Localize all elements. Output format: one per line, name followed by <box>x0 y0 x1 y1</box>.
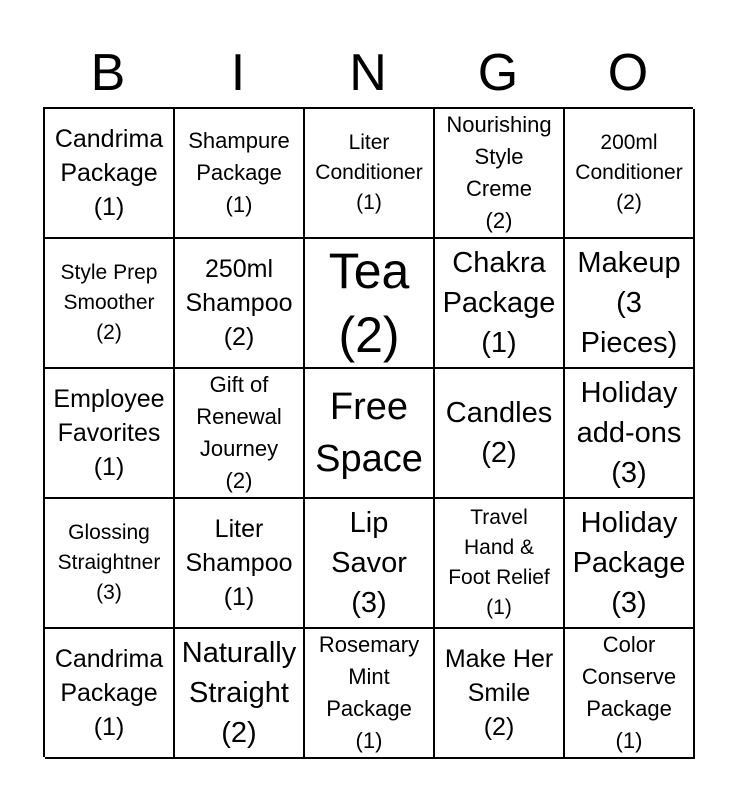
cell-text: Color <box>602 632 656 657</box>
cell-text: Candrima <box>54 125 164 153</box>
cell-text: (1) <box>93 713 125 741</box>
cell-text: Rosemary <box>318 632 420 657</box>
cell-text: Free <box>329 386 409 428</box>
cell-text: Shampoo <box>185 289 293 317</box>
cell-text: Conditioner <box>575 161 683 184</box>
bingo-cell[interactable] <box>45 369 175 499</box>
bingo-cell[interactable] <box>565 109 695 239</box>
bingo-cell[interactable] <box>45 239 175 369</box>
bingo-cell[interactable] <box>435 239 565 369</box>
cell-text: Style Prep <box>60 261 158 284</box>
bingo-cell[interactable] <box>565 629 695 759</box>
cell-text: (2) <box>225 468 253 493</box>
cell-text: (1) <box>93 453 125 481</box>
cell-text: Shampure <box>188 128 290 153</box>
cell-text: Makeup <box>577 247 681 279</box>
cell-text: Straightner <box>57 551 161 574</box>
cell-text: (1) <box>615 728 643 753</box>
cell-text: Tea <box>328 243 410 299</box>
cell-text: Employee <box>53 385 165 413</box>
bingo-cell[interactable] <box>305 239 435 369</box>
cell-text: (2) <box>221 717 257 749</box>
bingo-header <box>43 42 693 104</box>
cell-text: (1) <box>486 596 512 619</box>
cell-text: (1) <box>355 728 383 753</box>
cell-text: Liter <box>214 515 264 543</box>
bingo-grid <box>43 107 693 757</box>
cell-text: (3) <box>611 457 647 489</box>
cell-text: Foot Relief <box>448 566 550 589</box>
bingo-cell[interactable] <box>175 499 305 629</box>
header-letter-b: B <box>90 44 126 102</box>
cell-text: Straight <box>189 677 289 709</box>
cell-text: Style <box>474 144 524 169</box>
cell-text: Candrima <box>54 645 164 673</box>
cell-text: (2) <box>96 321 122 344</box>
bingo-cell[interactable] <box>565 239 695 369</box>
header-letter-g: G <box>477 44 519 102</box>
cell-text: Naturally <box>181 637 297 669</box>
cell-text: (2) <box>483 713 515 741</box>
cell-text: (1) <box>93 193 125 221</box>
cell-text: (3) <box>351 587 387 619</box>
cell-text: Glossing <box>68 521 150 544</box>
cell-text: Conserve <box>581 664 677 689</box>
bingo-cell[interactable] <box>45 499 175 629</box>
cell-text: (1) <box>225 192 253 217</box>
bingo-cell[interactable] <box>565 369 695 499</box>
cell-text: (2) <box>481 437 517 469</box>
cell-text: Holiday <box>580 507 678 539</box>
bingo-cell[interactable] <box>175 369 305 499</box>
cell-text: Conditioner <box>315 161 423 184</box>
cell-text: Package <box>586 696 672 721</box>
bingo-cell[interactable] <box>175 109 305 239</box>
cell-text: Shampoo <box>185 549 293 577</box>
cell-text: (1) <box>356 191 382 214</box>
cell-text: (2) <box>338 307 400 363</box>
bingo-cell[interactable] <box>305 109 435 239</box>
bingo-cell[interactable] <box>435 499 565 629</box>
cell-text: Package <box>572 547 686 579</box>
cell-text: Favorites <box>57 419 161 447</box>
cell-text: Pieces) <box>580 327 678 359</box>
cell-text: Make Her <box>444 645 554 673</box>
cell-text: Gift of <box>209 372 269 397</box>
bingo-cell[interactable] <box>305 629 435 759</box>
bingo-cell[interactable] <box>435 369 565 499</box>
cell-text: Chakra <box>452 247 546 279</box>
cell-text: Package <box>196 160 282 185</box>
cell-text: Mint <box>348 664 390 689</box>
header-letter-i: I <box>230 44 246 102</box>
cell-text: Space <box>315 438 423 480</box>
cell-text: Savor <box>331 547 407 579</box>
cell-text: 250ml <box>204 255 274 283</box>
cell-text: 200ml <box>600 131 658 154</box>
cell-text: Creme <box>465 176 532 201</box>
cell-text: Journey <box>199 436 279 461</box>
cell-text: Package <box>442 287 556 319</box>
cell-text: Package <box>60 159 158 187</box>
cell-text: Renewal <box>196 404 282 429</box>
cell-text: (2) <box>223 323 255 351</box>
cell-text: (3) <box>96 581 122 604</box>
cell-text: Holiday <box>580 377 678 409</box>
cell-text: Candles <box>445 397 553 429</box>
free-space-cell[interactable] <box>305 369 435 499</box>
cell-text: (1) <box>481 327 517 359</box>
cell-text: Package <box>326 696 412 721</box>
cell-text: Hand & <box>463 536 535 559</box>
bingo-cell[interactable] <box>175 239 305 369</box>
cell-text: Nourishing <box>446 112 552 137</box>
cell-text: Travel <box>470 506 528 529</box>
header-letter-o: O <box>607 44 649 102</box>
cell-text: Lip <box>349 507 389 539</box>
bingo-cell[interactable] <box>45 629 175 759</box>
bingo-cell[interactable] <box>435 109 565 239</box>
cell-text: (1) <box>223 583 255 611</box>
bingo-cell[interactable] <box>435 629 565 759</box>
bingo-cell[interactable] <box>45 109 175 239</box>
header-letter-n: N <box>349 44 387 102</box>
cell-text: (3 <box>616 287 642 319</box>
cell-text: Liter <box>348 131 390 154</box>
cell-text: (2) <box>616 191 642 214</box>
cell-text: Smile <box>467 679 531 707</box>
cell-text: add-ons <box>576 417 682 449</box>
cell-text: Package <box>60 679 158 707</box>
bingo-cell[interactable] <box>305 499 435 629</box>
cell-text: Smoother <box>63 291 155 314</box>
bingo-cell[interactable] <box>565 499 695 629</box>
cell-text: (3) <box>611 587 647 619</box>
cell-text: (2) <box>485 208 513 233</box>
bingo-cell[interactable] <box>175 629 305 759</box>
